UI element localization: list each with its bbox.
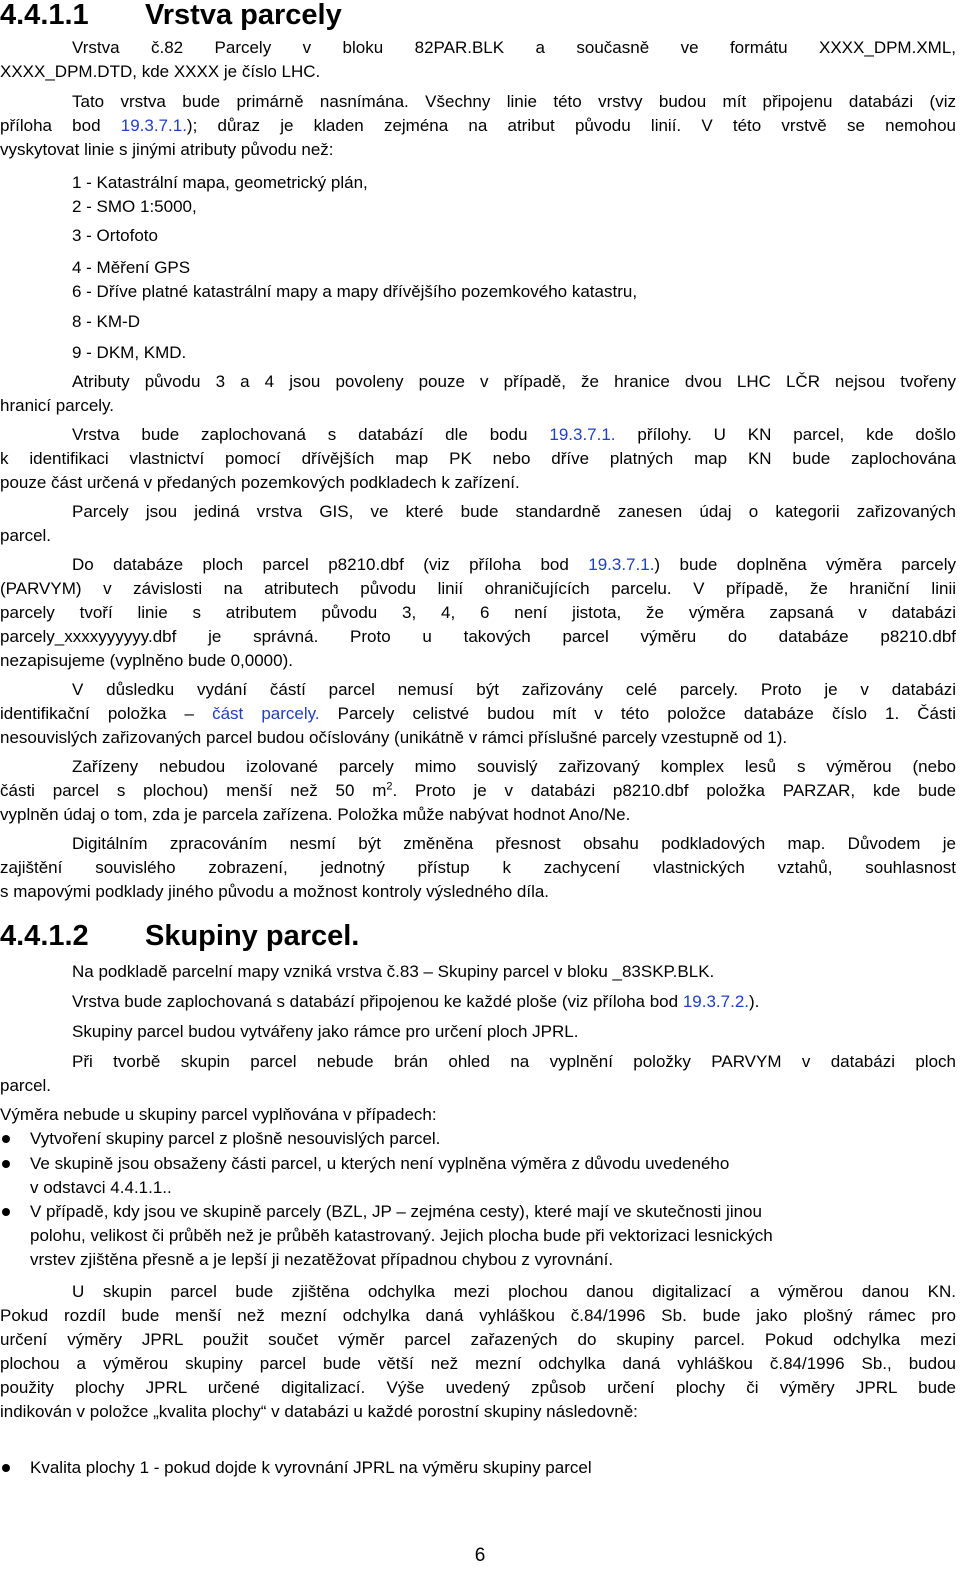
paragraph-line: parcely tvoří linie s atributem původu 3, 4, 6 není jistota, že výměra zapsaná v databázi [0,603,956,622]
heading-title: Skupiny parcel. [145,920,360,952]
paragraph-line: Atributy původu 3 a 4 jsou povoleny pouze v případě, že hranice dvou LHC LČR nejsou tvořeny [72,372,956,391]
text-fragment: části parcel s plochou) menší než 50 m [0,781,387,800]
paragraph-line: U skupin parcel bude zjištěna odchylka mezi plochou danou digitalizací a výměrou danou KN. [72,1282,956,1301]
text-fragment: Parcely celistvé budou mít v této položce databáze číslo 1. Části [319,704,956,723]
section-heading-4-4-1-1 [0,0,342,31]
text-fragment: . Proto je v databázi p8210.dbf položka PARZAR, kde bude [392,781,956,800]
paragraph-line [72,423,956,447]
bullet-item-continuation: vrstev zjištěna přesně a je lepší ji nezatěžovat případnou chybou z vyrovnání. [30,1250,614,1269]
bullet-icon [2,1208,10,1216]
text-fragment: ). [749,992,760,1011]
origin-list-item: 9 - DKM, KMD. [72,343,187,362]
bullet-item: Kvalita plochy 1 - pokud dojde k vyrovnání JPRL na výměru skupiny parcel [30,1458,592,1477]
paragraph-line: parcel. [0,1076,52,1095]
bullet-icon [2,1160,10,1168]
field-link[interactable]: část parcely. [212,704,320,723]
origin-list-item: 1 - Katastrální mapa, geometrický plán, [72,173,368,192]
paragraph-line: nezapisujeme (vyplněno bude 0,0000). [0,651,293,670]
text-fragment: přílohy. U KN parcel, kde došlo [615,425,956,444]
paragraph-line: hranicí parcely. [0,396,115,415]
origin-list-item: 6 - Dříve platné katastrální mapy a mapy dřívějšího pozemkového katastru, [72,282,638,301]
text-fragment: identifikační položka – [0,704,213,723]
paragraph-line: Skupiny parcel budou vytvářeny jako rámce pro určení ploch JPRL. [72,1022,579,1041]
appendix-link[interactable]: 19.3.7.1. [588,555,655,574]
paragraph-line: XXXX_DPM.DTD, kde XXXX je číslo LHC. [0,62,321,81]
paragraph-line: Při tvorbě skupin parcel nebude brán ohled na vyplnění položky PARVYM v databázi ploch [72,1052,956,1071]
paragraph-line: (PARVYM) v závislosti na atributech původu linií ohraničujících parcelu. V případě, že hraniční linii [0,579,956,598]
section-heading-4-4-1-2 [0,920,359,952]
paragraph-line: určení výměry JPRL použit součet výměr parcel zařazených do skupiny parcel. Pokud odchylka mezi [0,1330,956,1349]
appendix-link[interactable]: 19.3.7.2. [682,992,749,1011]
paragraph-line [0,702,956,726]
paragraph-line [0,114,956,138]
paragraph-line: s mapovými podklady jiného původu a možnost kontroly výsledného díla. [0,882,550,901]
paragraph-line: pouze část určená v předaných pozemkových podkladech k zařízení. [0,473,520,492]
appendix-link[interactable]: 19.3.7.1. [549,425,616,444]
bullet-item: Ve skupině jsou obsaženy části parcel, u kterých není vyplněna výměra z důvodu uvedeného [30,1154,730,1173]
text-fragment: Vrstva bude zaplochovaná s databází připojenou ke každé ploše (viz příloha bod [72,992,683,1011]
page-number: 6 [474,1545,486,1566]
text-fragment: ) bude doplněna výměra parcely [654,555,956,574]
paragraph-line: vyskytovat linie s jinými atributy původu než: [0,140,334,159]
heading-number: 4.4.1.2 [0,920,89,952]
origin-list-item: 2 - SMO 1:5000, [72,197,197,216]
paragraph-line [72,553,956,577]
bullet-icon [2,1464,10,1472]
bullet-item: Vytvoření skupiny parcel z plošně nesouvislých parcel. [30,1129,441,1148]
paragraph-line: Vrstva č.82 Parcely v bloku 82PAR.BLK a současně ve formátu XXXX_DPM.XML, [72,38,956,57]
bullet-item-continuation: v odstavci 4.4.1.1.. [30,1178,172,1197]
paragraph-line [72,990,956,1014]
paragraph-line: V důsledku vydání částí parcel nemusí být zařizovány celé parcely. Proto je v databázi [72,680,956,699]
text-fragment: příloha bod [0,116,121,135]
origin-list-item: 4 - Měření GPS [72,258,191,277]
appendix-link[interactable]: 19.3.7.1. [120,116,187,135]
paragraph-line: parcel. [0,526,52,545]
paragraph-line: Pokud rozdíl bude menší než mezní odchylka daná vyhláškou č.84/1996 Sb. bude jako plošný rámec pro [0,1306,956,1325]
heading-number: 4.4.1.1 [0,0,89,31]
paragraph-line: použity plochy JPRL určené digitalizací. Výše uvedený způsob určení plochy či výměry JPRL bude [0,1378,956,1397]
paragraph-line: Výměra nebude u skupiny parcel vyplňována v případech: [0,1105,437,1124]
paragraph-line: plochou a výměrou skupiny parcel bude větší než mezní odchylka daná vyhláškou č.84/1996 Sb., budou [0,1354,956,1373]
paragraph-line: Digitálním zpracováním nesmí být změněna přesnost obsahu podkladových map. Důvodem je [72,834,956,853]
paragraph-line: indikován v položce „kvalita plochy“ v databázi u každé porostní skupiny následovně: [0,1402,638,1421]
origin-list-item: 3 - Ortofoto [72,226,158,245]
paragraph-line: Parcely jsou jediná vrstva GIS, ve které bude standardně zanesen údaj o kategorii zařizovaných [72,502,956,521]
paragraph-line: vyplněn údaj o tom, zda je parcela zařízena. Položka může nabývat hodnot Ano/Ne. [0,805,631,824]
text-fragment: ); důraz je kladen zejména na atribut původu linií. V této vrstvě se nemohou [186,116,957,135]
paragraph-line: nesouvislých zařizovaných parcel budou očíslovány (unikátně v rámci příslušné parcely vzestupně od 1). [0,728,788,747]
bullet-item-continuation: polohu, velikost či průběh než je průběh katastrovaný. Jejich plocha bude při vektorizaci lesnických [30,1226,773,1245]
text-fragment: Do databáze ploch parcel p8210.dbf (viz příloha bod [72,555,589,574]
heading-title: Vrstva parcely [145,0,342,31]
bullet-item: V případě, kdy jsou ve skupině parcely (BZL, JP – zejména cesty), které mají ve skutečnosti jinou [30,1202,762,1221]
superscript: 2 [386,780,393,793]
paragraph-line: parcely_xxxxyyyyyy.dbf je správná. Proto u takových parcel výměru do databáze p8210.dbf [0,627,956,646]
paragraph-line [0,779,956,803]
paragraph-line: k identifikaci vlastnictví pomocí dřívějších map PK nebo dříve platných map KN bude zaplochována [0,449,956,468]
paragraph-line: Tato vrstva bude primárně nasnímána. Všechny linie této vrstvy budou mít připojenu databázi (viz [72,92,956,111]
origin-list-item: 8 - KM-D [72,312,140,331]
text-fragment: Vrstva bude zaplochovaná s databází dle bodu [72,425,550,444]
paragraph-line: zajištění souvislého zobrazení, jednotný přístup k zachycení vlastnických vztahů, souhlasnost [0,858,956,877]
paragraph-line: Na podkladě parcelní mapy vzniká vrstva č.83 – Skupiny parcel v bloku _83SKP.BLK. [72,962,715,981]
bullet-icon [2,1135,10,1143]
paragraph-line: Zařízeny nebudou izolované parcely mimo souvislý zařizovaný komplex lesů s výměrou (nebo [72,757,956,776]
